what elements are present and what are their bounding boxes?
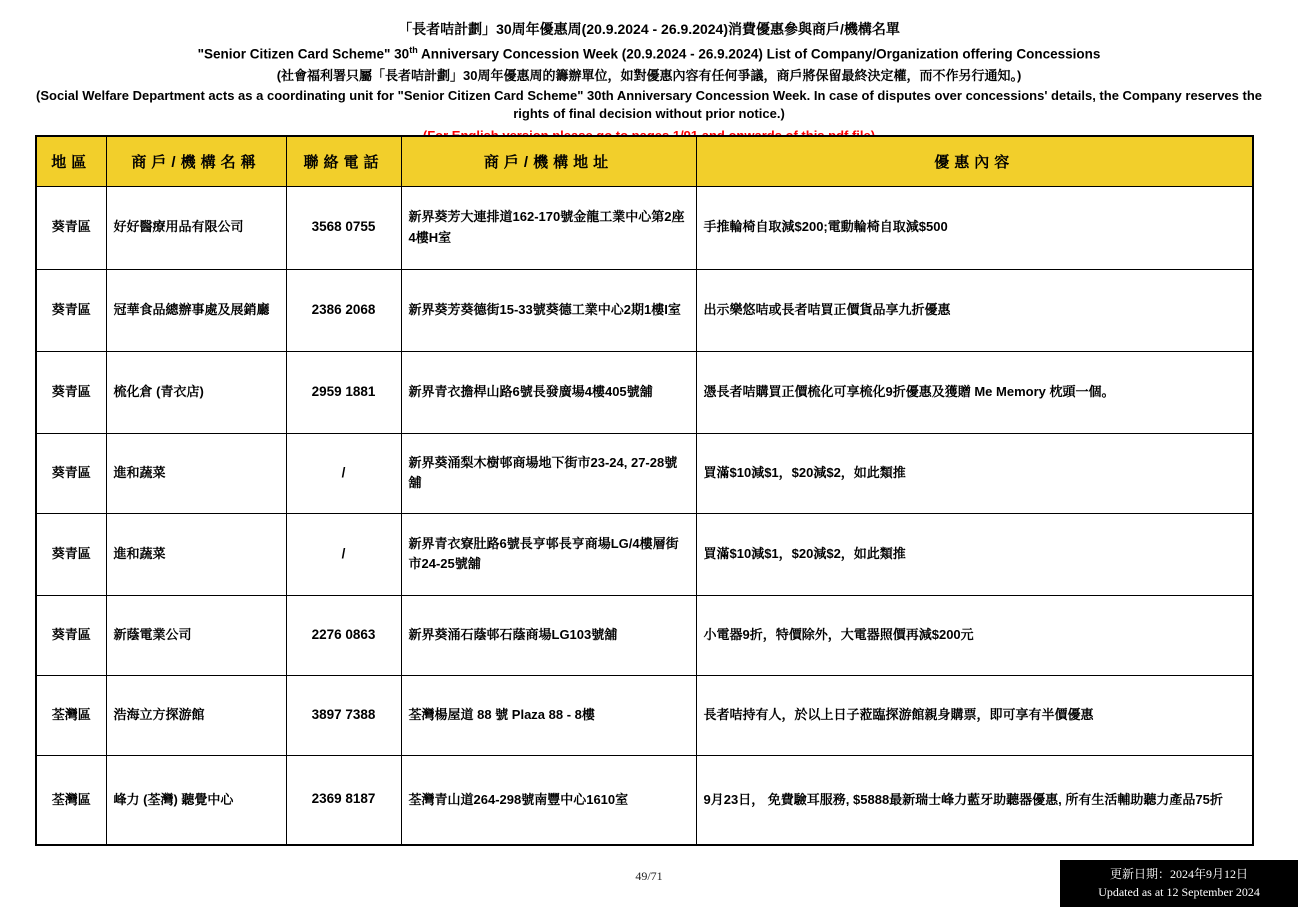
- offer-cell: 小電器9折，特價除外，大電器照價再減$200元: [696, 595, 1253, 675]
- region-cell: 葵青區: [36, 186, 106, 269]
- update-date-english: Updated as at 12 September 2024: [1098, 884, 1260, 899]
- disclaimer-english: (Social Welfare Department acts as a coordinating unit for "Senior Citizen Card Scheme" 30th Anniversary Concession Week. In case of disputes over concessions' details, the Company reserves the rights of final decision without prior notice.): [36, 88, 1262, 122]
- table-row: [36, 351, 1253, 433]
- name-cell: 峰力 (荃灣) 聽覺中心: [106, 755, 286, 845]
- table-row: [36, 513, 1253, 595]
- offer-cell: 買滿$10減$1，$20減$2，如此類推: [696, 513, 1253, 595]
- phone-cell: /: [286, 433, 401, 513]
- offer-cell: 9月23日， 免費驗耳服務, $5888最新瑞士峰力藍牙助聽器優惠, 所有生活輔助聽力產品75折: [696, 755, 1253, 845]
- phone-cell: 2369 8187: [286, 755, 401, 845]
- update-date-chinese: 更新日期：2024年9月12日: [1109, 867, 1248, 882]
- table-row: [36, 595, 1253, 675]
- offer-cell: 長者咭持有人，於以上日子蒞臨探游館親身購票，即可享有半價優惠: [696, 675, 1253, 755]
- name-cell: 進和蔬菜: [106, 513, 286, 595]
- table-row: [36, 755, 1253, 845]
- page-number: 49/71: [635, 869, 663, 883]
- column-header-address: 商戶/機構地址: [401, 136, 696, 186]
- title-english-superscript: th: [409, 44, 418, 55]
- region-cell: 葵青區: [36, 433, 106, 513]
- name-cell: 好好醫療用品有限公司: [106, 186, 286, 269]
- column-header-offer: 優惠內容: [696, 136, 1253, 186]
- title-english: [0, 44, 1298, 64]
- table-row: [36, 269, 1253, 351]
- address-cell: 荃灣楊屋道 88 號 Plaza 88 - 8樓: [401, 675, 696, 755]
- column-header-name: 商戶/機構名稱: [106, 136, 286, 186]
- title-english-post: Anniversary Concession Week (20.9.2024 - 26.9.2024) List of Company/Organization offering Concessions: [417, 46, 1101, 62]
- name-cell: 新蔭電業公司: [106, 595, 286, 675]
- phone-cell: 2276 0863: [286, 595, 401, 675]
- region-cell: 葵青區: [36, 351, 106, 433]
- offer-cell: 買滿$10減$1，$20減$2，如此類推: [696, 433, 1253, 513]
- address-cell: 新界青衣擔桿山路6號長發廣場4樓405號舖: [401, 351, 696, 433]
- phone-cell: 3568 0755: [286, 186, 401, 269]
- region-cell: 葵青區: [36, 513, 106, 595]
- address-cell: 新界葵涌石蔭邨石蔭商場LG103號舖: [401, 595, 696, 675]
- title-english-pre: "Senior Citizen Card Scheme" 30: [197, 46, 410, 62]
- region-cell: 荃灣區: [36, 675, 106, 755]
- update-date-badge: [1060, 860, 1298, 907]
- disclaimer-chinese: (社會福利署只屬「長者咭計劃」30周年優惠周的籌辦單位，如對優惠內容有任何爭議，商戶將保留最終決定權，而不作另行通知。): [276, 67, 1022, 83]
- column-header-phone: 聯絡電話: [286, 136, 401, 186]
- table-header-row: [36, 136, 1253, 186]
- table-row: [36, 675, 1253, 755]
- concession-table: [35, 135, 1254, 846]
- offer-cell: 手推輪椅自取減$200;電動輪椅自取減$500: [696, 186, 1253, 269]
- region-cell: 荃灣區: [36, 755, 106, 845]
- phone-cell: 2386 2068: [286, 269, 401, 351]
- column-header-region: 地區: [36, 136, 106, 186]
- offer-cell: 憑長者咭購買正價梳化可享梳化9折優惠及獲贈 Me Memory 枕頭一個。: [696, 351, 1253, 433]
- table-row: [36, 433, 1253, 513]
- address-cell: 新界葵涌梨木樹邨商場地下街市23-24, 27-28號舖: [401, 433, 696, 513]
- address-cell: 荃灣青山道264-298號南豐中心1610室: [401, 755, 696, 845]
- region-cell: 葵青區: [36, 269, 106, 351]
- phone-cell: /: [286, 513, 401, 595]
- document-header: [0, 0, 1298, 144]
- phone-cell: 2959 1881: [286, 351, 401, 433]
- address-cell: 新界葵芳葵德街15-33號葵德工業中心2期1樓I室: [401, 269, 696, 351]
- table-row: [36, 186, 1253, 269]
- address-cell: 新界青衣寮肚路6號長亨邨長亨商場LG/4樓層街市24-25號舖: [401, 513, 696, 595]
- region-cell: 葵青區: [36, 595, 106, 675]
- offer-cell: 出示樂悠咭或長者咭買正價貨品享九折優惠: [696, 269, 1253, 351]
- name-cell: 梳化倉 (青衣店): [106, 351, 286, 433]
- name-cell: 浩海立方探游館: [106, 675, 286, 755]
- phone-cell: 3897 7388: [286, 675, 401, 755]
- name-cell: 進和蔬菜: [106, 433, 286, 513]
- address-cell: 新界葵芳大連排道162-170號金龍工業中心第2座4樓H室: [401, 186, 696, 269]
- title-chinese: 「長者咭計劃」30周年優惠周(20.9.2024 - 26.9.2024)消費優惠參與商戶/機構名單: [398, 21, 900, 37]
- name-cell: 冠華食品總辦事處及展銷廳: [106, 269, 286, 351]
